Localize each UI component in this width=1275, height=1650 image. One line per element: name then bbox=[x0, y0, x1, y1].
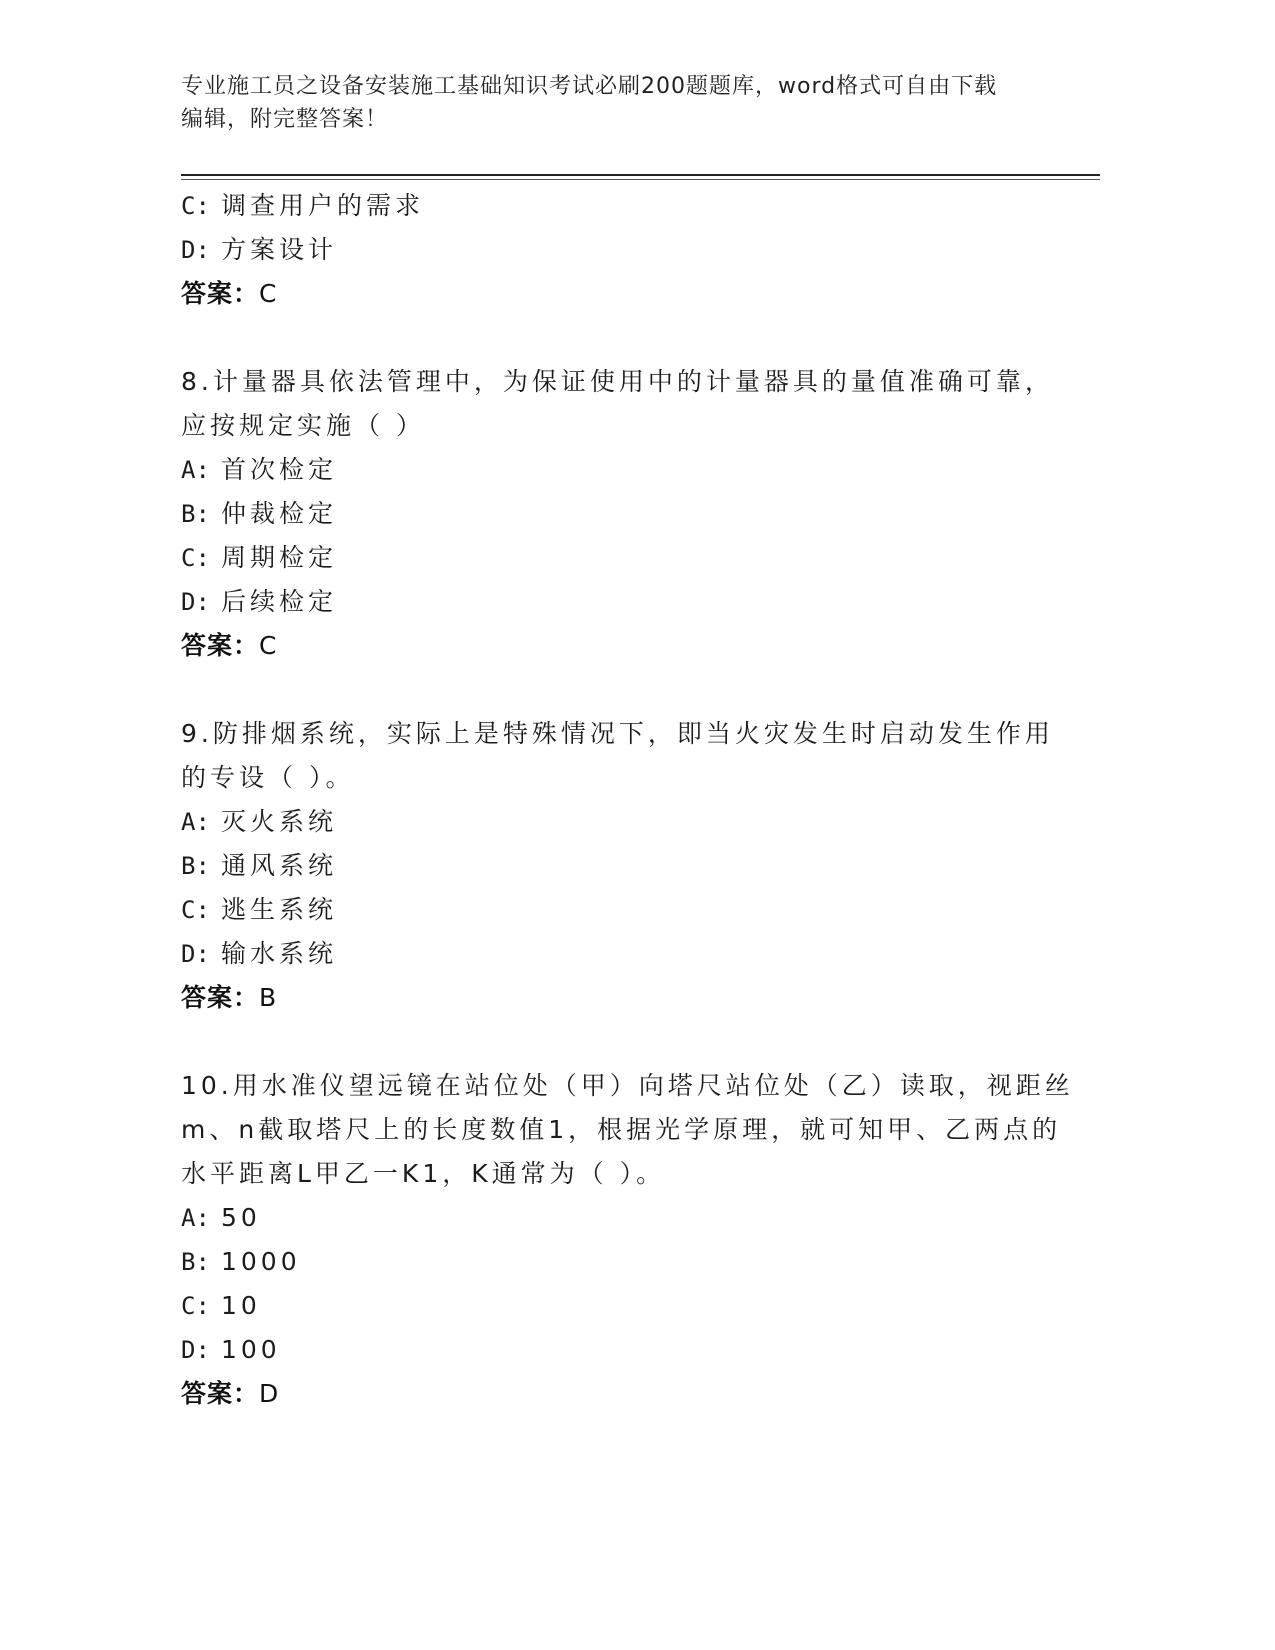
option-letter: C: bbox=[181, 192, 210, 220]
answer-label: 答案： bbox=[181, 631, 260, 660]
question-10 bbox=[181, 1064, 1081, 1416]
option-text: 灭火系统 bbox=[221, 807, 338, 836]
option-letter: B: bbox=[181, 852, 210, 880]
question-8 bbox=[181, 360, 1081, 668]
answer-value: C bbox=[259, 279, 278, 308]
option-letter: C: bbox=[181, 544, 210, 572]
option-row bbox=[181, 1328, 1081, 1372]
answer-label: 答案： bbox=[181, 279, 260, 308]
option-letter: C: bbox=[181, 896, 210, 924]
question-stem-line: 的专设（ ）。 bbox=[181, 763, 355, 792]
option-text: 仲裁检定 bbox=[221, 499, 338, 528]
answer-value: B bbox=[259, 983, 278, 1012]
option-row bbox=[181, 844, 1081, 888]
question-stem-line: m、n截取塔尺上的长度数值1，根据光学原理，就可知甲、乙两点的 bbox=[181, 1115, 1062, 1144]
spacer bbox=[181, 1020, 1081, 1064]
option-letter: D: bbox=[181, 236, 210, 264]
option-letter: B: bbox=[181, 1248, 210, 1276]
option-letter: B: bbox=[181, 500, 210, 528]
option-row bbox=[181, 536, 1081, 580]
option-letter: A: bbox=[181, 808, 210, 836]
option-text: 10 bbox=[221, 1291, 261, 1320]
option-text: 50 bbox=[221, 1203, 261, 1232]
option-text: 通风系统 bbox=[221, 851, 338, 880]
answer-value: C bbox=[259, 631, 278, 660]
document-body bbox=[181, 184, 1081, 1416]
answer-line bbox=[181, 624, 1081, 668]
option-letter: D: bbox=[181, 1336, 210, 1364]
question-stem-line: 10.用水准仪望远镜在站位处（甲）向塔尺站位处（乙）读取，视距丝 bbox=[181, 1071, 1074, 1100]
option-row bbox=[181, 888, 1081, 932]
answer-label: 答案： bbox=[181, 1379, 260, 1408]
question-stem-line: 水平距离L甲乙一K1，K通常为（ ）。 bbox=[181, 1159, 666, 1188]
answer-line bbox=[181, 272, 1081, 316]
option-row bbox=[181, 1196, 1081, 1240]
option-letter: C: bbox=[181, 1292, 210, 1320]
carryover-block bbox=[181, 184, 1081, 316]
spacer bbox=[181, 316, 1081, 360]
option-text: 1000 bbox=[221, 1247, 301, 1276]
header-line-2: 编辑，附完整答案！ bbox=[181, 107, 389, 132]
option-row bbox=[181, 1284, 1081, 1328]
question-9 bbox=[181, 712, 1081, 1020]
answer-line bbox=[181, 976, 1081, 1020]
option-row bbox=[181, 448, 1081, 492]
question-stem-line: 应按规定实施（ ） bbox=[181, 411, 425, 440]
spacer bbox=[181, 668, 1081, 712]
option-letter: D: bbox=[181, 940, 210, 968]
option-text: 后续检定 bbox=[221, 587, 338, 616]
option-row bbox=[181, 580, 1081, 624]
question-stem-line: 9.防排烟系统，实际上是特殊情况下，即当火灾发生时启动发生作用 bbox=[181, 719, 1054, 748]
option-text: 输水系统 bbox=[221, 939, 338, 968]
option-text: 方案设计 bbox=[221, 235, 338, 264]
option-letter: A: bbox=[181, 1204, 210, 1232]
option-row bbox=[181, 1240, 1081, 1284]
option-text: 调查用户的需求 bbox=[221, 191, 425, 220]
option-row bbox=[181, 932, 1081, 976]
option-text: 100 bbox=[221, 1335, 281, 1364]
answer-line bbox=[181, 1372, 1081, 1416]
option-letter: A: bbox=[181, 456, 210, 484]
header-line-1: 专业施工员之设备安装施工基础知识考试必刷200题题库，word格式可自由下载 bbox=[181, 74, 998, 99]
option-row bbox=[181, 228, 1081, 272]
question-stem-line: 8.计量器具依法管理中，为保证使用中的计量器具的量值准确可靠， bbox=[181, 367, 1054, 396]
header-divider-thin bbox=[181, 179, 1100, 180]
option-text: 逃生系统 bbox=[221, 895, 338, 924]
header-divider-thick bbox=[181, 174, 1100, 176]
option-row bbox=[181, 184, 1081, 228]
answer-label: 答案： bbox=[181, 983, 260, 1012]
option-row bbox=[181, 492, 1081, 536]
document-header bbox=[181, 70, 1061, 136]
option-letter: D: bbox=[181, 588, 210, 616]
option-text: 周期检定 bbox=[221, 543, 338, 572]
option-text: 首次检定 bbox=[221, 455, 338, 484]
answer-value: D bbox=[259, 1379, 280, 1408]
option-row bbox=[181, 800, 1081, 844]
